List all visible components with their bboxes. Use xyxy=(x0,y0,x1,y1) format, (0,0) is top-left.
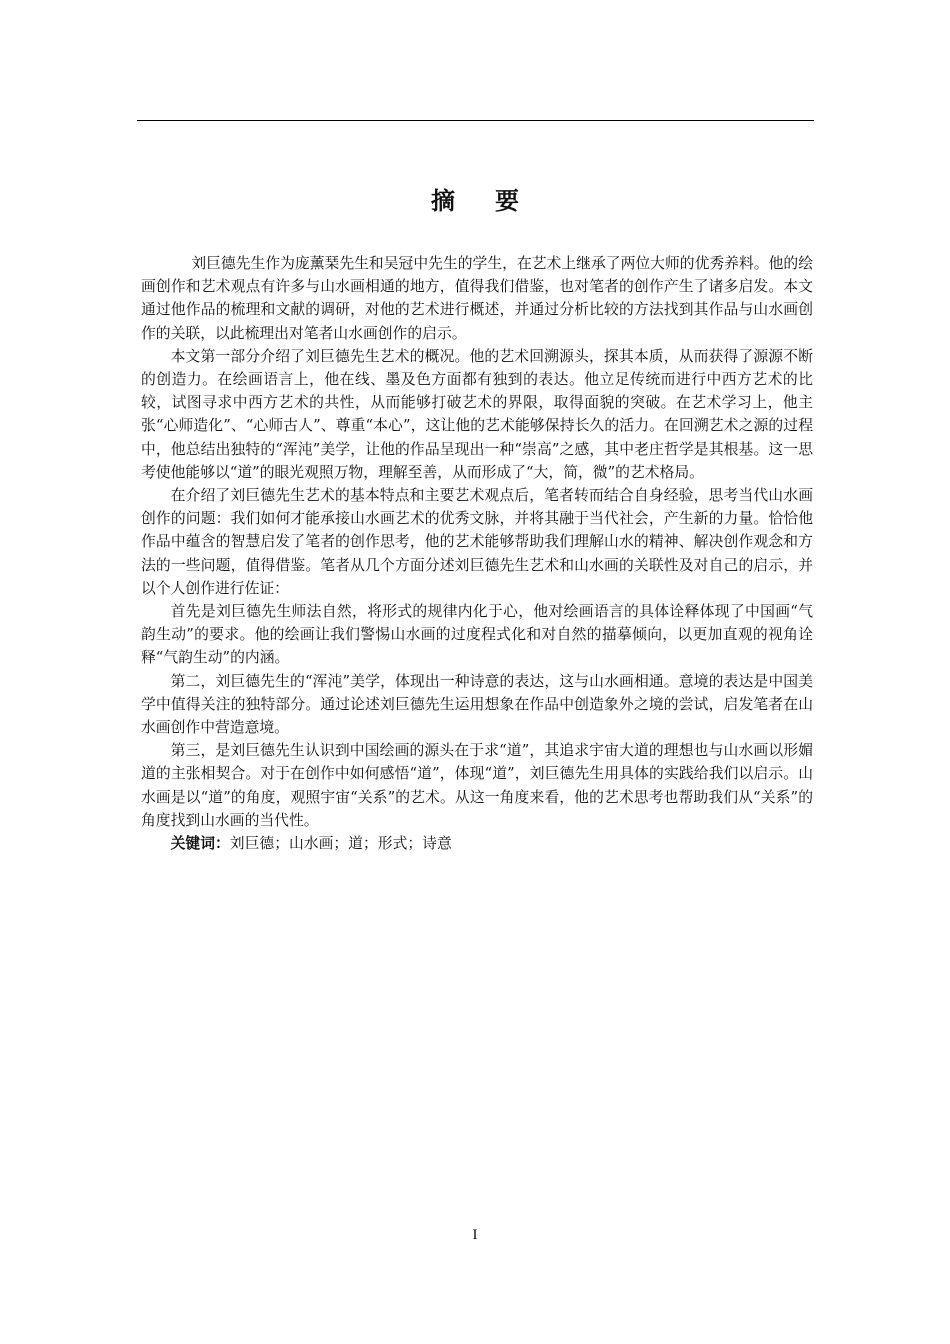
keywords-value: 刘巨德；山水画；道；形式；诗意 xyxy=(229,835,452,853)
paragraph-3: 在介绍了刘巨德先生艺术的基本特点和主要艺术观点后，笔者转而结合自身经验，思考当代山水画创作的问题：我们如何才能承接山水画艺术的优秀文脉，并将其融于当代社会，产生新的力量。恰恰他作品中蕴含的智慧启发了笔者的创作思考，他的艺术能够帮助我们理解山水的精神、解决创作观念和方法的一些问题，值得借鉴。笔者从几个方面分述刘巨德先生艺术和山水画的关联性及对自己的启示，并以个人创作进行佐证： xyxy=(141,487,813,597)
paragraph-5: 第二，刘巨德先生的“浑沌”美学，体现出一种诗意的表达，这与山水画相通。意境的表达是中国美学中值得关注的独特部分。通过论述刘巨德先生运用想象在作品中创造象外之境的尝试，启发笔者在山水画创作中营造意境。 xyxy=(141,672,813,737)
paragraph-1: 刘巨德先生作为庞薰琹先生和吴冠中先生的学生，在艺术上继承了两位大师的优秀养料。他的绘画创作和艺术观点有许多与山水画相通的地方，值得我们借鉴，也对笔者的创作产生了诸多启发。本文通过他作品的梳理和文献的调研，对他的艺术进行概述，并通过分析比较的方法找到其作品与山水画创作的关联，以此梳理出对笔者山水画创作的启示。 xyxy=(141,255,813,342)
paragraph-6: 第三，是刘巨德先生认识到中国绘画的源头在于求“道”，其追求宇宙大道的理想也与山水画以形媚道的主张相契合。对于在创作中如何感悟“道”，体现“道”，刘巨德先生用具体的实践给我们以启示。山水画是以“道”的角度，观照宇宙“关系”的艺术。从这一角度来看，他的艺术思考也帮助我们从“关系”的角度找到山水画的当代性。 xyxy=(141,742,813,829)
keywords-line xyxy=(141,832,813,855)
page-number: I xyxy=(472,1227,478,1243)
page-title: 摘要 xyxy=(431,187,559,215)
keywords-label: 关键词： xyxy=(170,835,230,853)
paragraph-2: 本文第一部分介绍了刘巨德先生艺术的概况。他的艺术回溯源头，探其本质，从而获得了源源不断的创造力。在绘画语言上，他在线、墨及色方面都有独到的表达。他立足传统而进行中西方艺术的比较，试图寻求中西方艺术的共性，从而能够打破艺术的界限，取得面貌的突破。在艺术学习上，他主张“心师造化”、“心师古人”、尊重“本心”，这让他的艺术能够保持长久的活力。在回溯艺术之源的过程中，他总结出独特的“浑沌”美学，让他的作品呈现出一种“崇高”之感，其中老庄哲学是其根基。这一思考使他能够以“道”的眼光观照万物，理解至善，从而形成了“大，简，微”的艺术格局。 xyxy=(141,347,813,481)
abstract-body xyxy=(141,252,813,855)
paragraph-4: 首先是刘巨德先生师法自然，将形式的规律内化于心，他对绘画语言的具体诠释体现了中国画“气韵生动”的要求。他的绘画让我们警惕山水画的过度程式化和对自然的描摹倾向，以更加直观的视角诠释“气韵生动”的内涵。 xyxy=(141,603,813,667)
header-rule xyxy=(137,120,814,121)
